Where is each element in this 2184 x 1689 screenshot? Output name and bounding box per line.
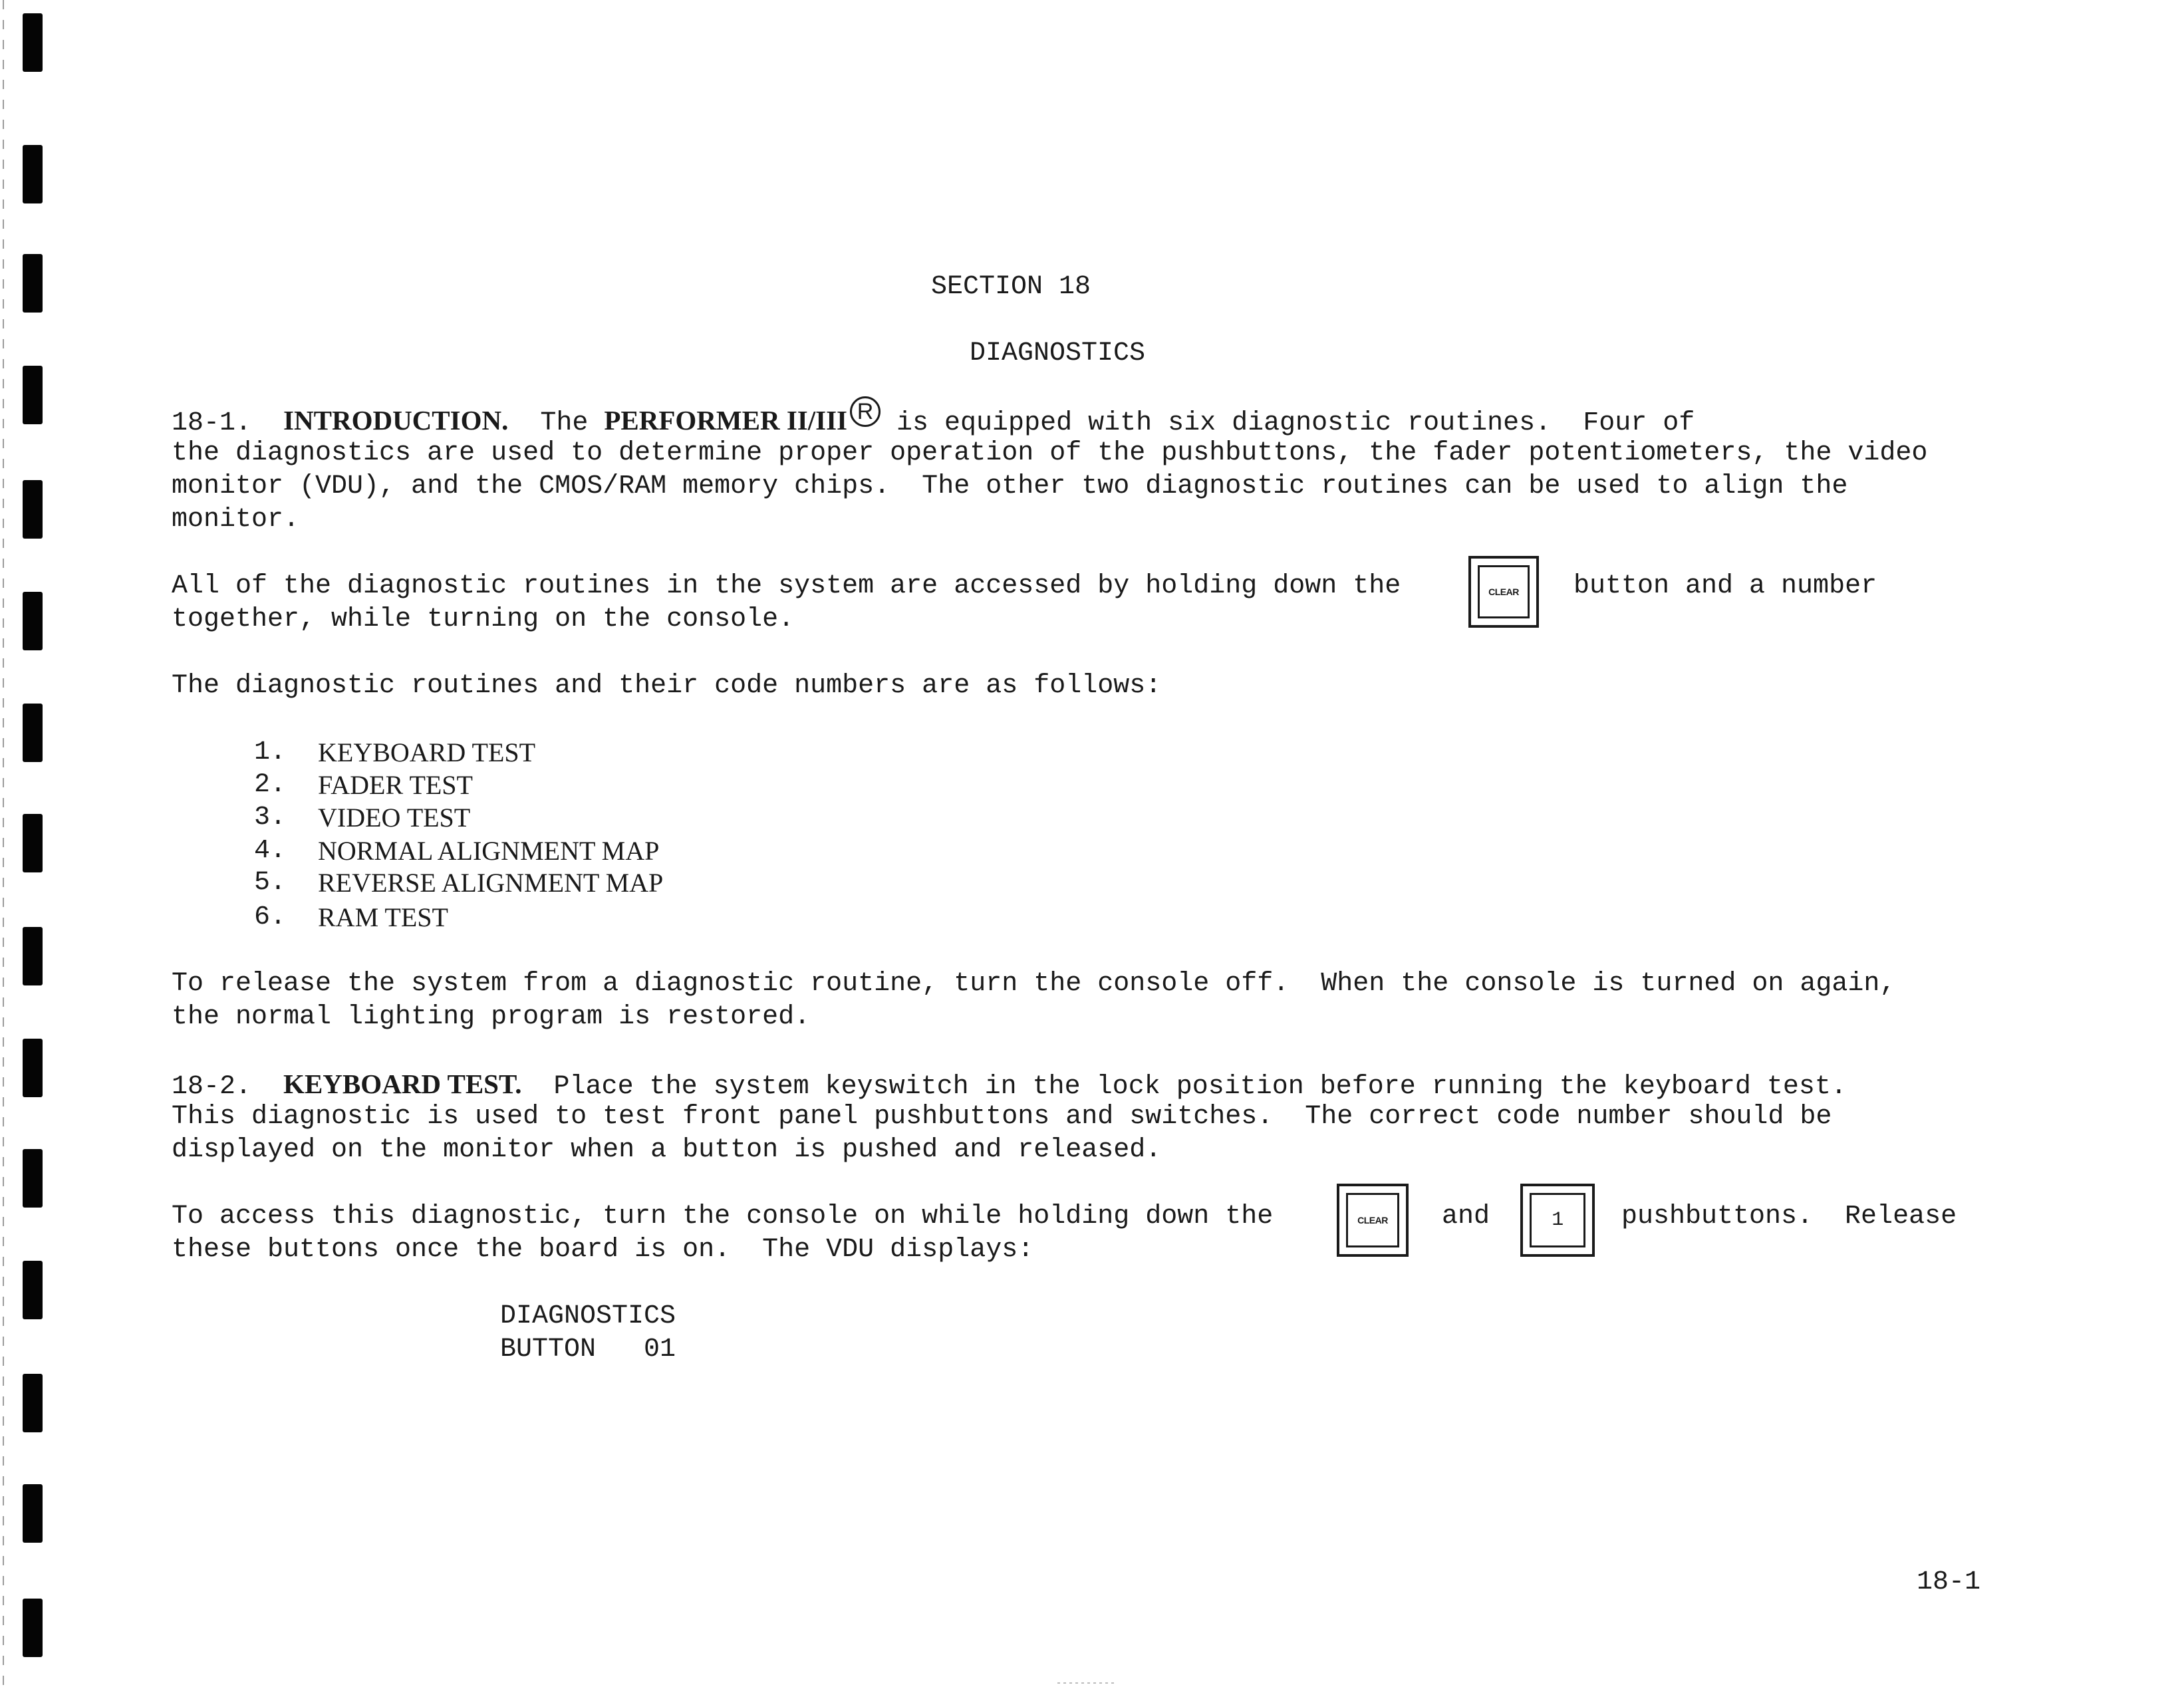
keyboard-access-line-1-before: To access this diagnostic, turn the console on while holding down the: [172, 1202, 1274, 1232]
binder-hole: [23, 480, 43, 539]
registered-mark: R: [850, 396, 881, 427]
binder-hole: [23, 1149, 43, 1208]
product-name: PERFORMER II/III: [604, 405, 848, 436]
clear-key-label: CLEAR: [1488, 586, 1519, 597]
clear-key-icon: [1468, 556, 1539, 628]
list-item-label: REVERSE ALIGNMENT MAP: [318, 868, 664, 898]
intro-line-1: [172, 399, 1695, 440]
release-line-2: the normal lighting program is restored.: [172, 1002, 811, 1032]
binder-hole: [23, 145, 43, 203]
access-line-1-before: All of the diagnostic routines in the system are accessed by holding down the: [172, 571, 1401, 601]
keyboard-test-line-2: This diagnostic is used to test front panel pushbuttons and switches. The correct code number should be: [172, 1102, 1832, 1132]
section-title: DIAGNOSTICS: [970, 338, 1146, 368]
list-item-number: 6.: [254, 902, 287, 932]
binder-hole: [23, 13, 43, 72]
binder-hole: [23, 814, 43, 872]
binder-hole: [23, 254, 43, 313]
binder-hole: [23, 1039, 43, 1097]
intro-line-1-rest: is equipped with six diagnostic routines. Four of: [896, 408, 1695, 438]
intro-line-4: monitor.: [172, 505, 300, 535]
vdu-display-line-1: DIAGNOSTICS: [500, 1301, 676, 1331]
keyboard-access-line-1-after: pushbuttons. Release: [1621, 1202, 1957, 1232]
scan-specks: [1057, 1682, 1117, 1684]
list-item-number: 4.: [254, 836, 287, 866]
binder-hole: [23, 1484, 43, 1543]
intro-lead: The: [540, 408, 589, 438]
access-line-1-after: button and a number: [1573, 571, 1877, 601]
section-number: SECTION 18: [931, 272, 1091, 302]
binder-hole: [23, 704, 43, 762]
page-edge: [3, 0, 4, 1689]
binder-hole: [23, 1261, 43, 1319]
intro-number: 18-1.: [172, 408, 252, 438]
routines-intro: The diagnostic routines and their code numbers are as follows:: [172, 671, 1162, 701]
one-key-icon: [1520, 1184, 1595, 1257]
list-item-number: 1.: [254, 737, 287, 767]
intro-line-3: monitor (VDU), and the CMOS/RAM memory chips. The other two diagnostic routines can be used to align the: [172, 471, 1848, 501]
list-item-number: 5.: [254, 868, 287, 898]
keyboard-test-line-1-rest: Place the system keyswitch in the lock position before running the keyboard test.: [553, 1072, 1847, 1102]
intro-heading: INTRODUCTION.: [283, 405, 509, 436]
keyboard-test-heading: KEYBOARD TEST.: [283, 1069, 522, 1099]
list-item-label: RAM TEST: [318, 902, 448, 932]
list-item-label: KEYBOARD TEST: [318, 737, 536, 767]
keyboard-test-number: 18-2.: [172, 1072, 252, 1102]
list-item-number: 2.: [254, 770, 287, 800]
access-line-2: together, while turning on the console.: [172, 604, 795, 634]
intro-line-2: the diagnostics are used to determine proper operation of the pushbuttons, the fader potentiometers, the video: [172, 438, 1928, 468]
list-item-number: 3.: [254, 803, 287, 833]
clear-key-label: CLEAR: [1357, 1215, 1388, 1226]
binder-hole: [23, 1599, 43, 1657]
list-item-label: FADER TEST: [318, 770, 473, 800]
keyboard-access-line-2: these buttons once the board is on. The VDU displays:: [172, 1235, 1034, 1265]
vdu-display-line-2: BUTTON 01: [500, 1335, 676, 1364]
binder-hole: [23, 592, 43, 650]
clear-key-icon: [1337, 1184, 1409, 1257]
keyboard-access-and: and: [1442, 1202, 1490, 1232]
list-item-label: NORMAL ALIGNMENT MAP: [318, 836, 660, 866]
list-item-label: VIDEO TEST: [318, 803, 471, 833]
keyboard-test-line-3: displayed on the monitor when a button is pushed and released.: [172, 1135, 1162, 1165]
binder-hole: [23, 1374, 43, 1432]
one-key-label: 1: [1552, 1209, 1564, 1232]
keyboard-test-line-1: [172, 1068, 1847, 1103]
release-line-1: To release the system from a diagnostic routine, turn the console off. When the console is turned on again,: [172, 969, 1896, 999]
binder-hole: [23, 366, 43, 424]
page-number: 18-1: [1917, 1567, 1981, 1597]
binder-hole: [23, 927, 43, 985]
